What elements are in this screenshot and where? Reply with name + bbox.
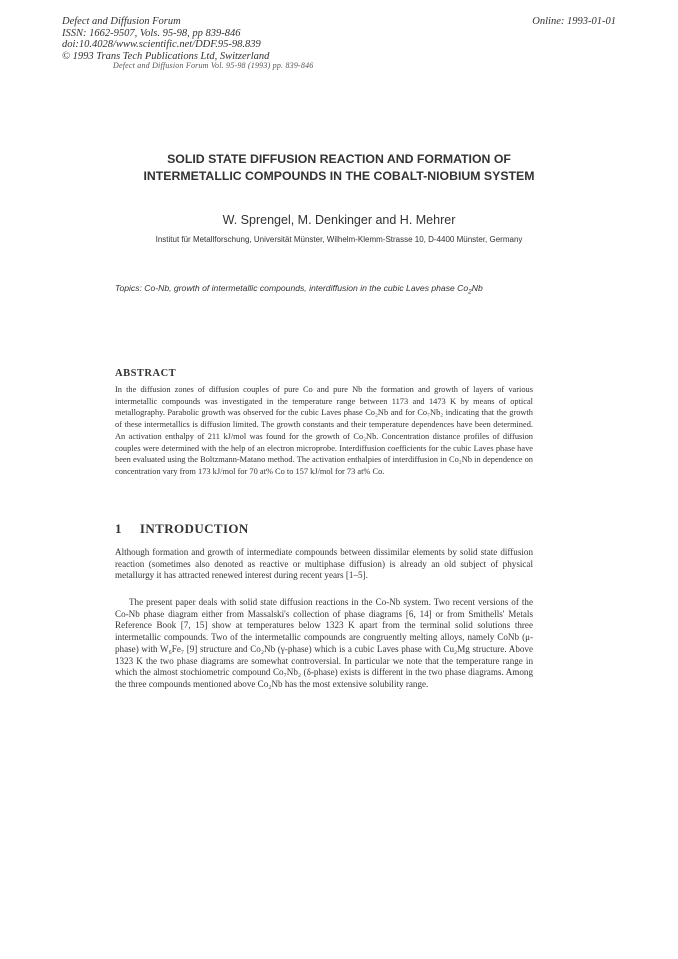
topics-subscript: 2 — [468, 288, 472, 296]
section-number: 1 — [115, 521, 122, 536]
copyright-line: © 1993 Trans Tech Publications Ltd, Switzerland — [62, 50, 270, 62]
topics-line — [115, 283, 585, 296]
authors: W. Sprengel, M. Denkinger and H. Mehrer — [222, 213, 456, 227]
topics-tail: Nb — [471, 283, 483, 293]
abstract-text: In the diffusion zones of diffusion couples of pure Co and pure Nb the formation and growth of layers of various intermetallic compounds was investigated in the temperature range between 1173 and 1473 K by means of optical metallography. Parabolic growth was observed for the cubic Laves phase Co₂Nb and for Co₇Nb₂ indicating that the growth of these intermetallics is diffusion limited. The growth constants and their temperature dependences have been determined. An activation enthalpy of 211 kJ/mol was found for the growth of Co₂Nb. Concentration distance profiles of diffusion couples were determined with the help of an electron microprobe. Interdiffusion coefficients for the cubic Laves phase have been evaluated using the Boltzmann-Matano method. The activation enthalpies of interdiffusion in Co₂Nb in dependence on concentration vary from 173 kJ/mol for 70 at% Co to 157 kJ/mol for 73 at% Co. — [115, 385, 533, 476]
doi-line: doi:10.4028/www.scientific.net/DDF.95-98.839 — [62, 39, 261, 50]
journal-header — [62, 16, 269, 62]
affiliation: Institut für Metallforschung, Universität Münster, Wilhelm-Klemm-Strasse 10, D-4400 Münster, Germany — [155, 235, 523, 244]
abstract-heading: ABSTRACT — [115, 368, 177, 379]
scanned-running-header: Defect and Diffusion Forum Vol. 95-98 (1993) pp. 839-846 — [113, 61, 314, 70]
online-date: Online: 1993-01-01 — [532, 16, 616, 27]
intro-paragraph-1: Although formation and growth of intermediate compounds between dissimilar elements by solid state diffusion reaction (sometimes also denoted as reactive or multiphase diffusion) is already an old subject of physical metallurgy it has attracted renewed interest during recent years [1–5]. — [115, 547, 533, 581]
issn-line: ISSN: 1662-9507, Vols. 95-98, pp 839-846 — [62, 27, 241, 39]
section-title: INTRODUCTION — [139, 521, 249, 536]
paper-title-line-2: INTERMETALLIC COMPOUNDS IN THE COBALT-NIOBIUM SYSTEM — [143, 169, 535, 183]
intro-paragraph-2: The present paper deals with solid state diffusion reactions in the Co-Nb system. Two recent versions of the Co-Nb phase diagram either from Massalski's collection of phase diagrams [6, 14] or from Smithells' Metals Reference Book [7, 15] show at temperatures below 1323 K apart from the terminal solid solutions three intermetallic compounds. Two of the intermetallic compounds are congruently melting alloys, namely CoNb (μ-phase) with W₆Fe₇ [9] structure and Co₂Nb (γ-phase) which is a cubic Laves phase with Cu₂Mg structure. Above 1323 K the two phase diagrams are somewhat controversial. In particular we note that the temperature range in which the almost stochiometric compound Co₇Nb₂ (δ-phase) exists is different in the two phase diagrams. Among the three compounds mentioned above Co₂Nb has the most extensive solubility range. — [115, 597, 533, 689]
paper-title-line-1: SOLID STATE DIFFUSION REACTION AND FORMATION OF — [167, 152, 511, 166]
section-heading-introduction — [115, 521, 267, 537]
topics-text: Topics: Co-Nb, growth of intermetallic compounds, interdiffusion in the cubic Laves phase Co — [115, 283, 469, 293]
journal-name: Defect and Diffusion Forum — [62, 16, 181, 27]
